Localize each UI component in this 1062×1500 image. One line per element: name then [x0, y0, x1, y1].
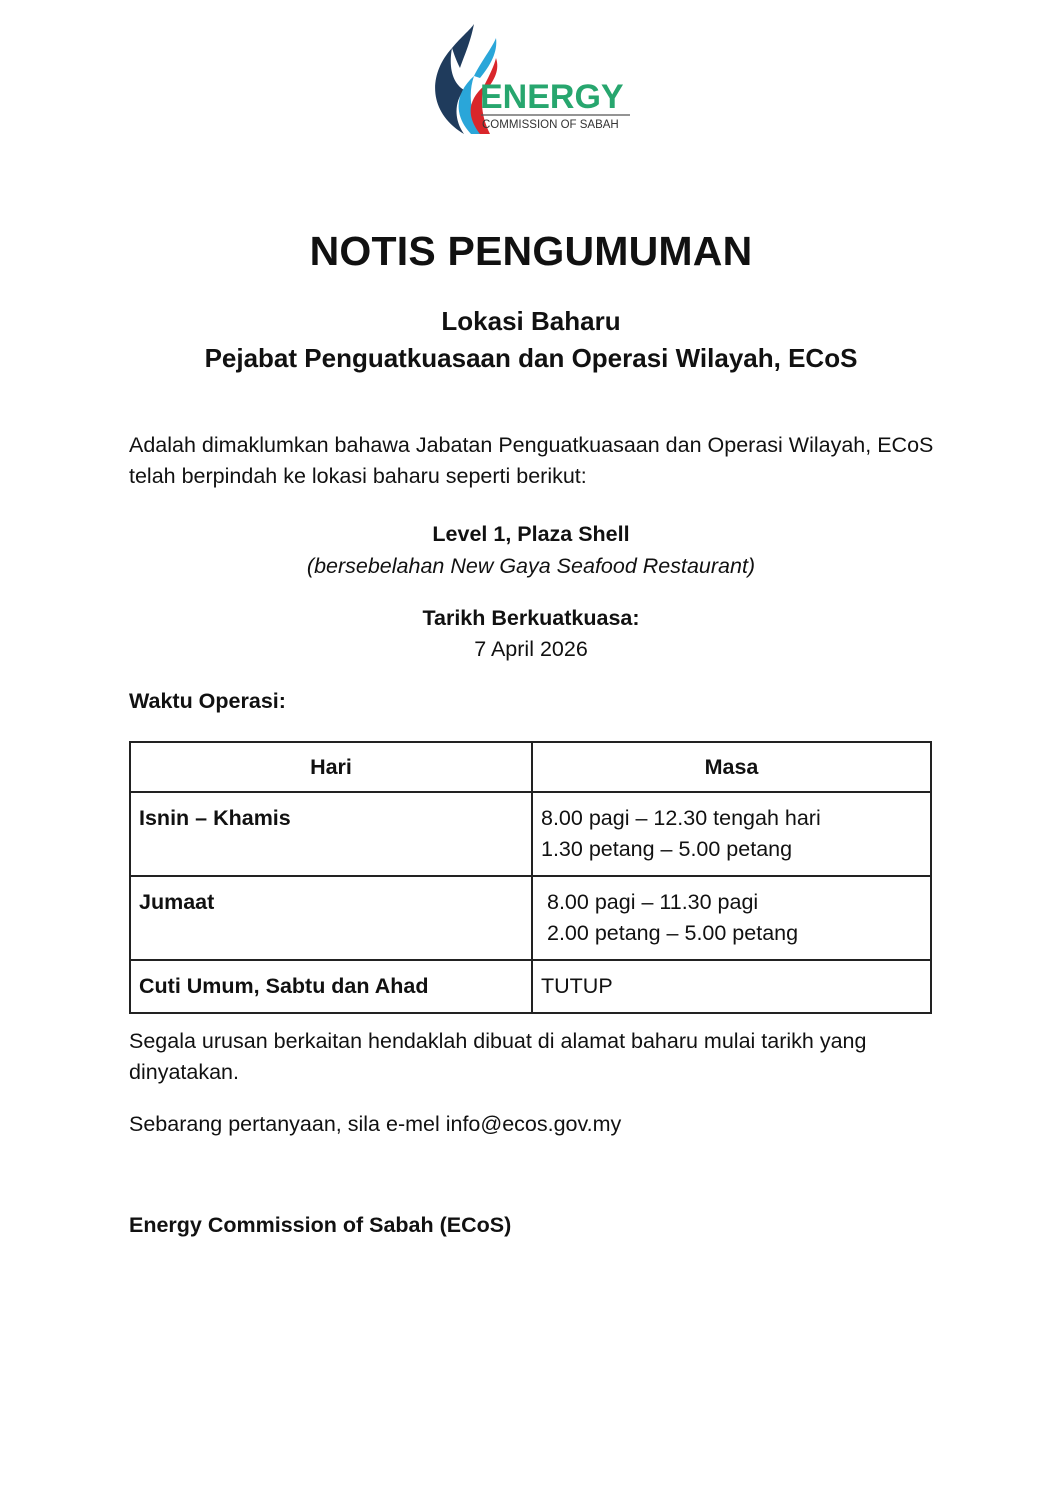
location-note: (bersebelahan New Gaya Seafood Restaurant) [306, 554, 756, 578]
svg-text:COMMISSION OF SABAH: COMMISSION OF SABAH [482, 119, 619, 131]
table-header-day: Hari [130, 742, 532, 792]
table-row [130, 876, 931, 960]
intro-paragraph: Adalah dimaklumkan bahawa Jabatan Penguatkuasaan dan Operasi Wilayah, ECoS telah berpindah ke lokasi baharu seperti berikut: [129, 433, 934, 488]
svg-text:ENERGY: ENERGY [480, 78, 624, 116]
time-cell [532, 876, 931, 960]
time-cell [532, 960, 931, 1013]
signature: Energy Commission of Sabah (ECoS) [129, 1213, 512, 1237]
notice-subtitle-line2: Pejabat Penguatkuasaan dan Operasi Wilayah, ECoS [204, 343, 858, 373]
contact-paragraph: Sebarang pertanyaan, sila e-mel info@ecos.gov.my [129, 1112, 622, 1136]
effective-date-label: Tarikh Berkuatkuasa: [422, 606, 640, 630]
effective-date: 7 April 2026 [474, 637, 588, 661]
time-slot: 1.30 petang – 5.00 petang [541, 837, 793, 861]
time-slot: 8.00 pagi – 12.30 tengah hari [541, 806, 821, 830]
table-row [130, 792, 931, 876]
note-paragraph: Segala urusan berkaitan hendaklah dibuat di alamat baharu mulai tarikh yang dinyatakan. [129, 1029, 867, 1084]
operating-hours-table [129, 741, 932, 1014]
operating-hours-label: Waktu Operasi: [129, 689, 286, 713]
energy-commission-logo [424, 22, 638, 138]
table-row [130, 960, 931, 1013]
time-cell [532, 792, 931, 876]
time-slot: 2.00 petang – 5.00 petang [547, 921, 799, 945]
table-header-row [130, 742, 931, 792]
table-header-time: Masa [532, 742, 931, 792]
day-cell: Jumaat [130, 876, 532, 960]
location-name: Level 1, Plaza Shell [432, 522, 630, 546]
time-slot: 8.00 pagi – 11.30 pagi [547, 890, 759, 914]
notice-subtitle-line1: Lokasi Baharu [441, 306, 621, 336]
day-cell: Isnin – Khamis [130, 792, 532, 876]
notice-title: NOTIS PENGUMUMAN [309, 228, 753, 274]
time-slot: TUTUP [541, 974, 613, 998]
day-cell: Cuti Umum, Sabtu dan Ahad [130, 960, 532, 1013]
flame-logo-icon [424, 22, 638, 138]
